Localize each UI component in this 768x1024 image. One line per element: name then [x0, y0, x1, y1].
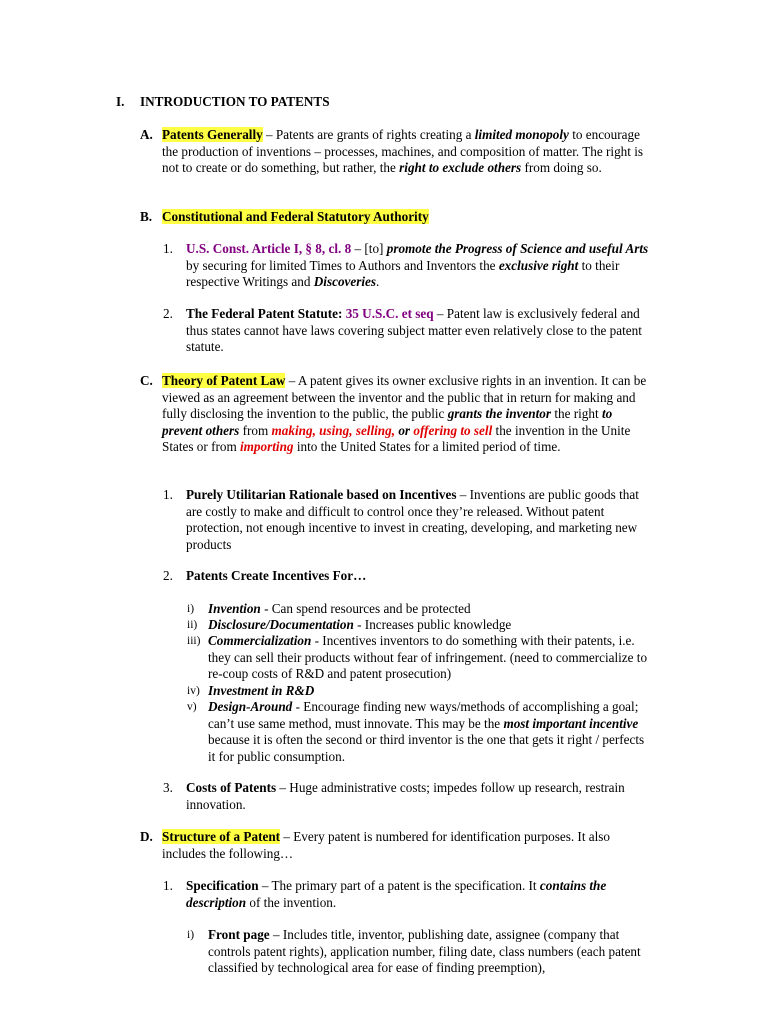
- paragraph-utilitarian-rationale: Purely Utilitarian Rationale based on Incentives – Inventions are public goods that are costly to make and difficult to control once they’re released. Without patent protection, not enough incentive to invest in creating, developing, and marketing new products: [186, 487, 639, 552]
- term-theory-of-patent-law: Theory of Patent Law: [162, 373, 286, 388]
- paragraph-specification: Specification – The primary part of a patent is the specification. It contains the description of the invention.: [186, 878, 607, 910]
- subitem-marker: v): [187, 701, 197, 713]
- term-structure-of-patent: Structure of a Patent: [162, 829, 281, 844]
- item-marker-b: B.: [140, 209, 153, 224]
- item-marker-c1: 1.: [163, 487, 173, 502]
- item-marker-c3: 3.: [163, 780, 173, 795]
- citation-constitution: U.S. Const. Article I, § 8, cl. 8: [186, 241, 352, 256]
- emphasis-limited-monopoly: limited monopoly: [474, 127, 569, 142]
- subitem-marker: iii): [187, 635, 201, 647]
- paragraph-patents-generally: Patents Generally – Patents are grants of rights creating a limited monopoly to encourage the production of inventions – processes, machines, and composition of matter. The right is not to create or do something, but rather, the right to exclude others from doing so.: [162, 127, 644, 175]
- paragraph-theory-of-patent-law: Theory of Patent Law – A patent gives its owner exclusive rights in an invention. It can be viewed as an agreement between the inventor and the public that in return for making and fully disclosing the invention to the public, the public grants the inventor the right to prevent others from making, using, selling, or offering to sell the invention in the Unite States or from importing into the United States for a limited period of time.: [162, 373, 647, 454]
- emphasis-right-to-exclude: right to exclude others: [399, 160, 522, 175]
- term-patents-generally: Patents Generally: [162, 127, 263, 142]
- subitem-marker: ii): [187, 619, 198, 631]
- item-marker-b1: 1.: [163, 241, 173, 256]
- subitem-marker: i): [187, 929, 195, 941]
- item-marker-a: A.: [140, 127, 153, 142]
- paragraph-constitution-clause: U.S. Const. Article I, § 8, cl. 8 – [to] promote the Progress of Science and useful Arts by securing for limited Times to Authors and Inventors the exclusive right to their respective Writings and Discoveries.: [186, 241, 649, 289]
- subitem-marker: i): [187, 603, 195, 615]
- paragraph-structure-of-patent: Structure of a Patent – Every patent is numbered for identification purposes. It also includes the following…: [162, 829, 611, 861]
- citation-statute: 35 U.S.C. et seq: [345, 306, 434, 321]
- section-heading: INTRODUCTION TO PATENTS: [140, 94, 330, 109]
- list-item-commercialization: Commercialization - Incentives inventors to do something with their patents, i.e. they can sell their products without fear of infringement. (need to commercialize to re-coup costs of R&D and patent prosecution): [208, 633, 648, 681]
- heading-incentives: Patents Create Incentives For…: [186, 568, 367, 583]
- heading-constitutional-authority: Constitutional and Federal Statutory Authority: [162, 209, 429, 224]
- item-marker-c: C.: [140, 373, 153, 388]
- subitem-marker: iv): [187, 685, 200, 697]
- paragraph-costs-of-patents: Costs of Patents – Huge administrative costs; impedes follow up research, restrain innovation.: [186, 780, 625, 812]
- list-item-design-around: Design-Around - Encourage finding new ways/methods of accomplishing a goal; can’t use same method, must innovate. This may be the most important incentive because it is often the second or third inventor is the one that gets it right / perfects it for public consumption.: [208, 699, 645, 764]
- item-marker-d: D.: [140, 829, 153, 844]
- paragraph-front-page: Front page – Includes title, inventor, publishing date, assignee (company that controls patent rights), application number, filing date, class numbers (each patent classified by technological area for ease of finding preemption),: [208, 927, 641, 975]
- list-item-invention: Invention - Can spend resources and be protected: [208, 601, 471, 616]
- list-item-disclosure: Disclosure/Documentation - Increases public knowledge: [208, 617, 512, 632]
- item-marker-b2: 2.: [163, 306, 173, 321]
- paragraph-federal-statute: The Federal Patent Statute: 35 U.S.C. et seq – Patent law is exclusively federal and thus states cannot have laws covering subject matter even relatively close to the patent statute.: [186, 306, 642, 354]
- section-number: I.: [116, 94, 125, 109]
- list-item-investment: Investment in R&D: [208, 683, 315, 698]
- item-marker-c2: 2.: [163, 568, 173, 583]
- item-marker-d1: 1.: [163, 878, 173, 893]
